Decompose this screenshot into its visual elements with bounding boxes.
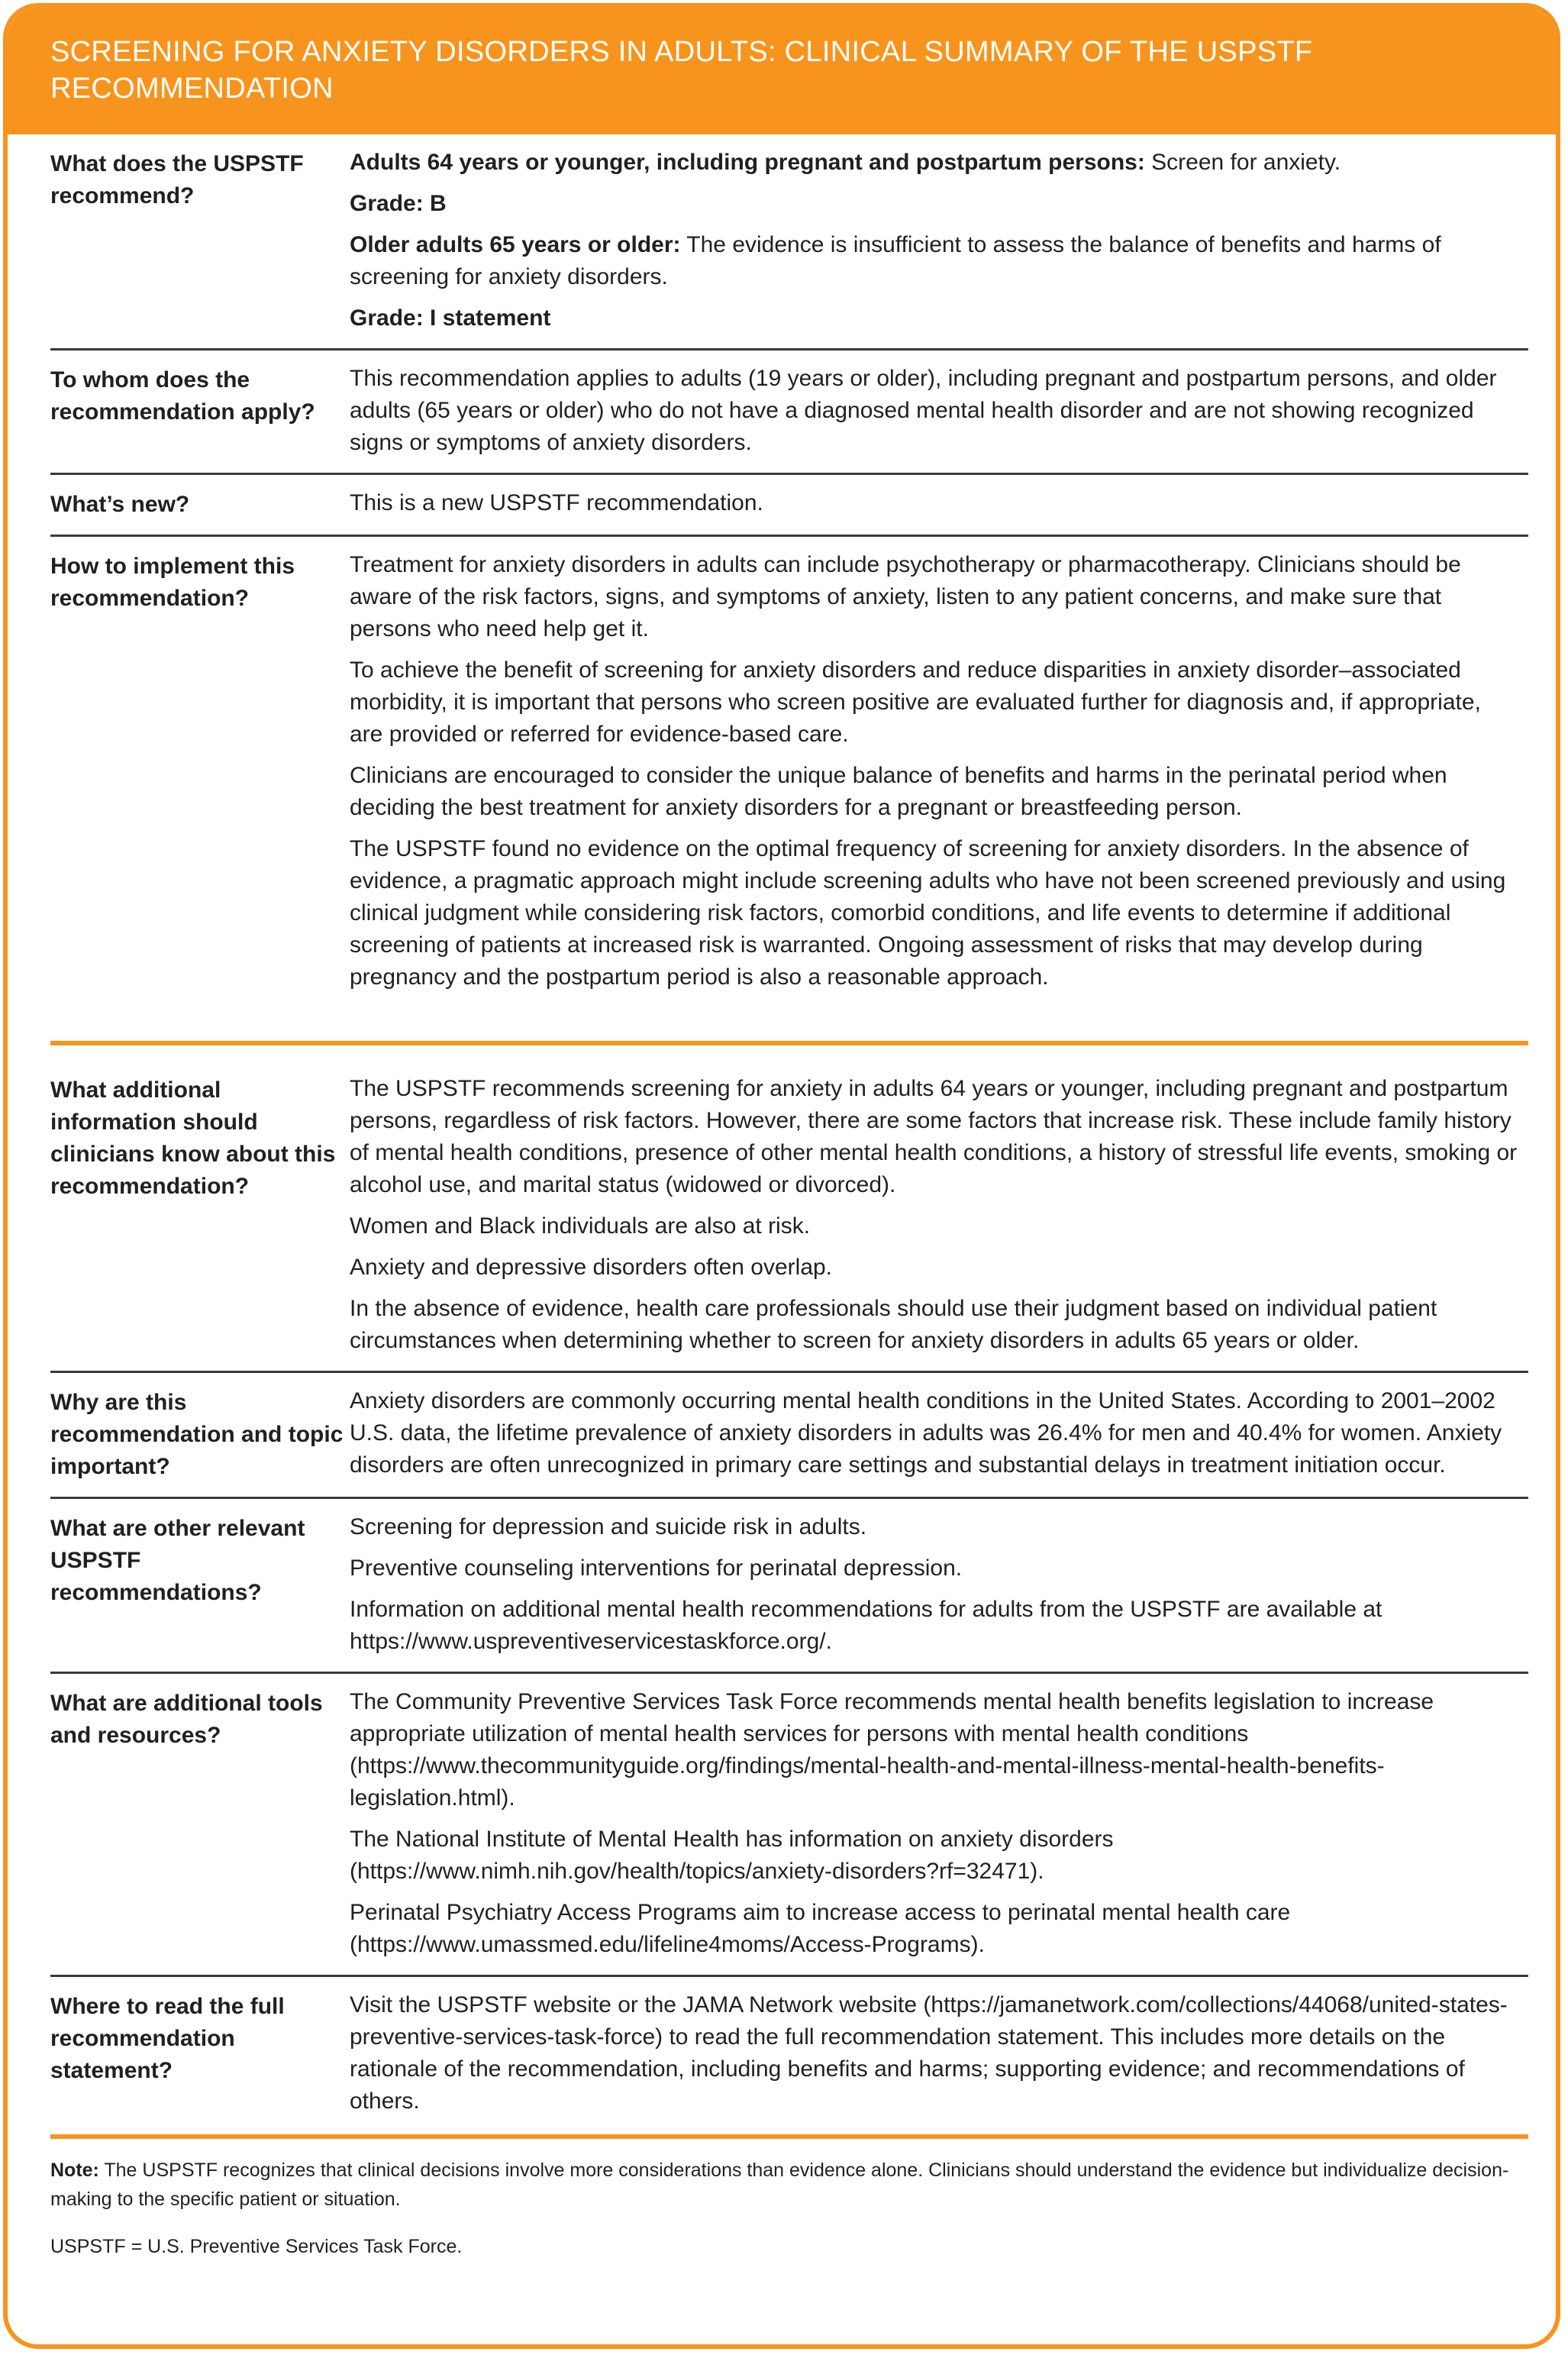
row-content xyxy=(350,363,1528,459)
paragraph: To achieve the benefit of screening for anxiety disorders and reduce disparities in anxiety disorder–associated morbidity, it is important that persons who screen positive are evaluated further for diagnosis and, if appropriate, are provided or referred for evidence-based care. xyxy=(350,657,1481,747)
paragraph: Information on additional mental health recommendations for adults from the USPSTF are available at https://www.uspreventiveservicestaskforce.org/. xyxy=(350,1597,1382,1654)
row-content xyxy=(350,1073,1528,1357)
row-label: What’s new? xyxy=(50,492,190,517)
row-content xyxy=(350,1385,1528,1483)
table-row xyxy=(50,1061,1528,1373)
abbreviation-note: USPSTF = U.S. Preventive Services Task Force. xyxy=(50,2236,463,2257)
paragraph: Preventive counseling interventions for perinatal depression. xyxy=(350,1555,963,1581)
row-label: To whom does the recommendation apply? xyxy=(50,367,315,425)
grade-value: Grade: I statement xyxy=(350,305,551,331)
row-content xyxy=(350,1511,1528,1658)
row-label: Why are this recommendation and topic important? xyxy=(50,1390,344,1479)
bold-lead: Adults 64 years or younger, including pregnant and postpartum persons: xyxy=(350,150,1145,175)
row-content xyxy=(350,1989,1528,2118)
paragraph: Perinatal Psychiatry Access Programs aim to increase access to perinatal mental health care (https://www.umassmed.edu/lifeline4moms/Access-Programs). xyxy=(350,1900,1291,1957)
paragraph-text: The evidence is insufficient to assess the balance of benefits and harms of screening for anxiety disorders. xyxy=(350,232,1441,289)
paragraph: In the absence of evidence, health care professionals should use their judgment based on individual patient circumstances when determining whether to screen for anxiety disorders in adults 65 years or older. xyxy=(350,1296,1437,1353)
paragraph: Visit the USPSTF website or the JAMA Network website (https://jamanetwork.com/collections/44068/united-states-preventive-services-task-force) to read the full recommendation statement. This includes more details on the rationale of the recommendation, including benefits and harms; supporting evidence; and recommendations of others. xyxy=(350,1992,1508,2114)
table-row xyxy=(50,351,1528,475)
paragraph: The Community Preventive Services Task Force recommends mental health benefits legislation to increase appropriate utilization of mental health services for persons with mental health conditions (https://www.thecommunityguide.org/findings/mental-health-and-mental-illness-mental-health-benefits-legislation.html). xyxy=(350,1689,1434,1811)
note-label: Note: xyxy=(50,2160,99,2181)
row-label: Where to read the full recommendation statement? xyxy=(50,1994,285,2083)
grade-value: Grade: B xyxy=(350,191,447,216)
table-row xyxy=(50,134,1528,351)
row-label: What additional information should clinicians know about this recommendation? xyxy=(50,1077,336,1199)
row-label: What does the USPSTF recommend? xyxy=(50,151,304,208)
clinical-summary-card xyxy=(3,3,1560,2349)
paragraph: Women and Black individuals are also at risk. xyxy=(350,1213,811,1239)
paragraph: This recommendation applies to adults (19 years or older), including pregnant and postpartum persons, and older adults (65 years or older) who do not have a diagnosed mental health disorder and are not showing recognized signs or symptoms of anxiety disorders. xyxy=(350,366,1497,455)
paragraph: Anxiety and depressive disorders often overlap. xyxy=(350,1255,833,1280)
table-row xyxy=(50,475,1528,537)
table-row xyxy=(50,1499,1528,1674)
paragraph: The USPSTF found no evidence on the optimal frequency of screening for anxiety disorders. In the absence of evidence, a pragmatic approach might include screening adults who have not been screened previously and using clinical judgment while considering risk factors, comorbid conditions, and life events to determine if additional screening of patients at increased risk is warranted. Ongoing assessment of risks that may develop during pregnancy and the postpartum period is also a reasonable approach. xyxy=(350,836,1506,990)
summary-table xyxy=(50,134,1528,2279)
table-row xyxy=(50,1977,1528,2131)
paragraph: The USPSTF recommends screening for anxiety in adults 64 years or younger, including pregnant and postpartum persons, regardless of risk factors. However, there are some factors that increase risk. These include family history of mental health conditions, presence of other mental health conditions, a history of stressful life events, smoking or alcohol use, and marital status (widowed or divorced). xyxy=(350,1076,1518,1197)
row-label: How to implement this recommendation? xyxy=(50,554,295,611)
grade-label xyxy=(350,302,1519,334)
paragraph: Screening for depression and suicide risk in adults. xyxy=(350,1514,867,1539)
row-content xyxy=(350,487,1528,521)
paragraph: This is a new USPSTF recommendation. xyxy=(350,490,763,515)
paragraph: Anxiety disorders are commonly occurring mental health conditions in the United States. According to 2001–2002 U.S. data, the lifetime prevalence of anxiety disorders in adults was 26.4% for men and 40.4% for women. Anxiety disorders are often unrecognized in primary care settings and substantial delays in treatment initiation occur. xyxy=(350,1388,1502,1478)
page-title: SCREENING FOR ANXIETY DISORDERS IN ADULTS: CLINICAL SUMMARY OF THE USPSTF RECOMMENDATION xyxy=(50,36,1313,105)
paragraph: Clinicians are encouraged to consider the unique balance of benefits and harms in the perinatal period when deciding the best treatment for anxiety disorders for a pregnant or breastfeeding person. xyxy=(350,763,1447,820)
row-content xyxy=(350,549,1528,993)
row-content xyxy=(350,1686,1528,1961)
header-banner xyxy=(8,8,1556,134)
paragraph xyxy=(350,229,1519,293)
note xyxy=(50,2156,1528,2214)
footnotes xyxy=(50,2139,1528,2261)
paragraph xyxy=(350,147,1519,179)
row-label: What are additional tools and resources? xyxy=(50,1691,323,1748)
paragraph: Treatment for anxiety disorders in adults can include psychotherapy or pharmacotherapy. Clinicians should be aware of the risk factors, signs, and symptoms of anxiety, listen to any patient concerns, and make sure that persons who need help get it. xyxy=(350,552,1461,641)
paragraph: The National Institute of Mental Health has information on anxiety disorders (https://www.nimh.nih.gov/health/topics/anxiety-disorders?rf=32471). xyxy=(350,1827,1114,1884)
table-row xyxy=(50,537,1528,1039)
table-row xyxy=(50,1674,1528,1977)
paragraph-text: Screen for anxiety. xyxy=(1144,150,1341,175)
section-break-divider xyxy=(50,1041,1528,1045)
note-text: The USPSTF recognizes that clinical decisions involve more considerations than evidence alone. Clinicians should understand the evidence but individualize decision-making to the specific patient or situation. xyxy=(50,2160,1509,2210)
row-content xyxy=(350,147,1528,334)
row-label: What are other relevant USPSTF recommendations? xyxy=(50,1516,305,1605)
table-row xyxy=(50,1373,1528,1499)
bold-lead: Older adults 65 years or older: xyxy=(350,232,681,257)
grade-label xyxy=(350,188,1519,220)
